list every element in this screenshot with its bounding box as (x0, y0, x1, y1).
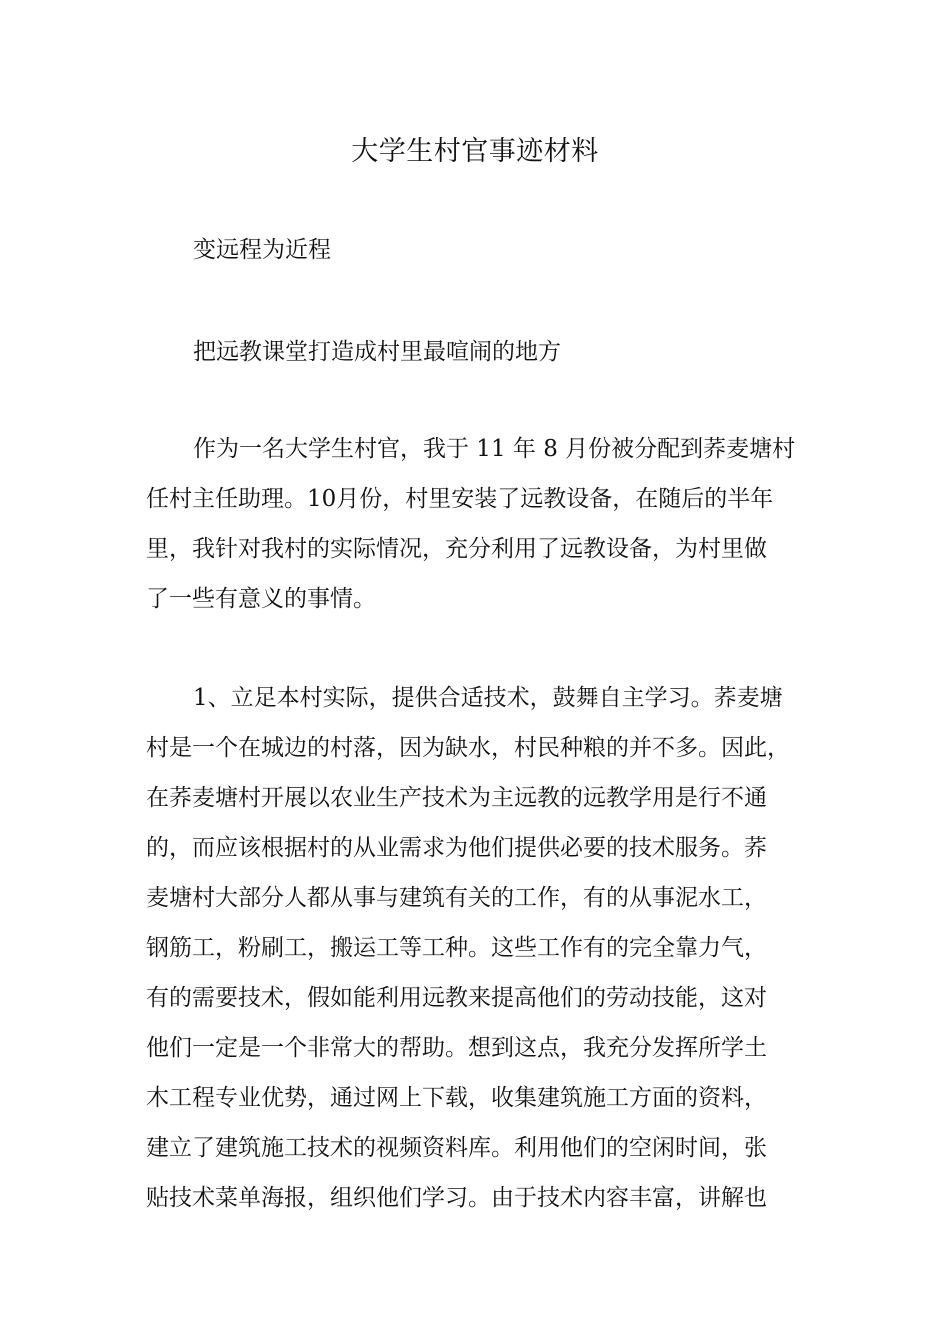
paragraph-2-line: 贴技术菜单海报，组织他们学习。由于技术内容丰富，讲解也 (146, 1185, 767, 1211)
paragraph-2-line: 木工程专业优势，通过网上下载，收集建筑施工方面的资料， (146, 1085, 767, 1111)
paragraph-1-line: 里，我针对我村的实际情况，充分利用了远教设备，为村里做 (146, 536, 767, 562)
paragraph-2-line: 有的需要技术，假如能利用远教来提高他们的劳动技能，这对 (146, 985, 767, 1011)
paragraph-2-line: 建立了建筑施工技术的视频资料库。利用他们的空闲时间，张 (146, 1135, 767, 1161)
paragraph-1-line: 了一些有意义的事情。 (146, 586, 376, 612)
paragraph-2-line: 麦塘村大部分人都从事与建筑有关的工作，有的从事泥水工， (146, 885, 767, 911)
paragraph-2-line: 钢筋工，粉刷工，搬运工等工种。这些工作有的完全靠力气， (146, 935, 767, 961)
document-title: 大学生村官事迹材料 (351, 136, 599, 167)
paragraph-2-line: 1、立足本村实际，提供合适技术，鼓舞自主学习。荞麦塘 (193, 685, 783, 711)
subtitle-2: 把远教课堂打造成村里最喧闹的地方 (193, 339, 561, 365)
paragraph-1-line: 作为一名大学生村官，我于 11 年 8 月份被分配到荞麦塘村 (193, 436, 796, 462)
paragraph-2-line: 的，而应该根据村的从业需求为他们提供必要的技术服务。荞 (146, 835, 767, 861)
paragraph-2-line: 他们一定是一个非常大的帮助。想到这点，我充分发挥所学土 (146, 1035, 767, 1061)
paragraph-2-line: 在荞麦塘村开展以农业生产技术为主远教的远教学用是行不通 (146, 785, 767, 811)
paragraph-1-line: 任村主任助理。10月份，村里安装了远教设备，在随后的半年 (146, 486, 774, 512)
paragraph-2-line: 村是一个在城边的村落，因为缺水，村民种粮的并不多。因此， (146, 735, 790, 761)
subtitle-1: 变远程为近程 (193, 237, 331, 263)
